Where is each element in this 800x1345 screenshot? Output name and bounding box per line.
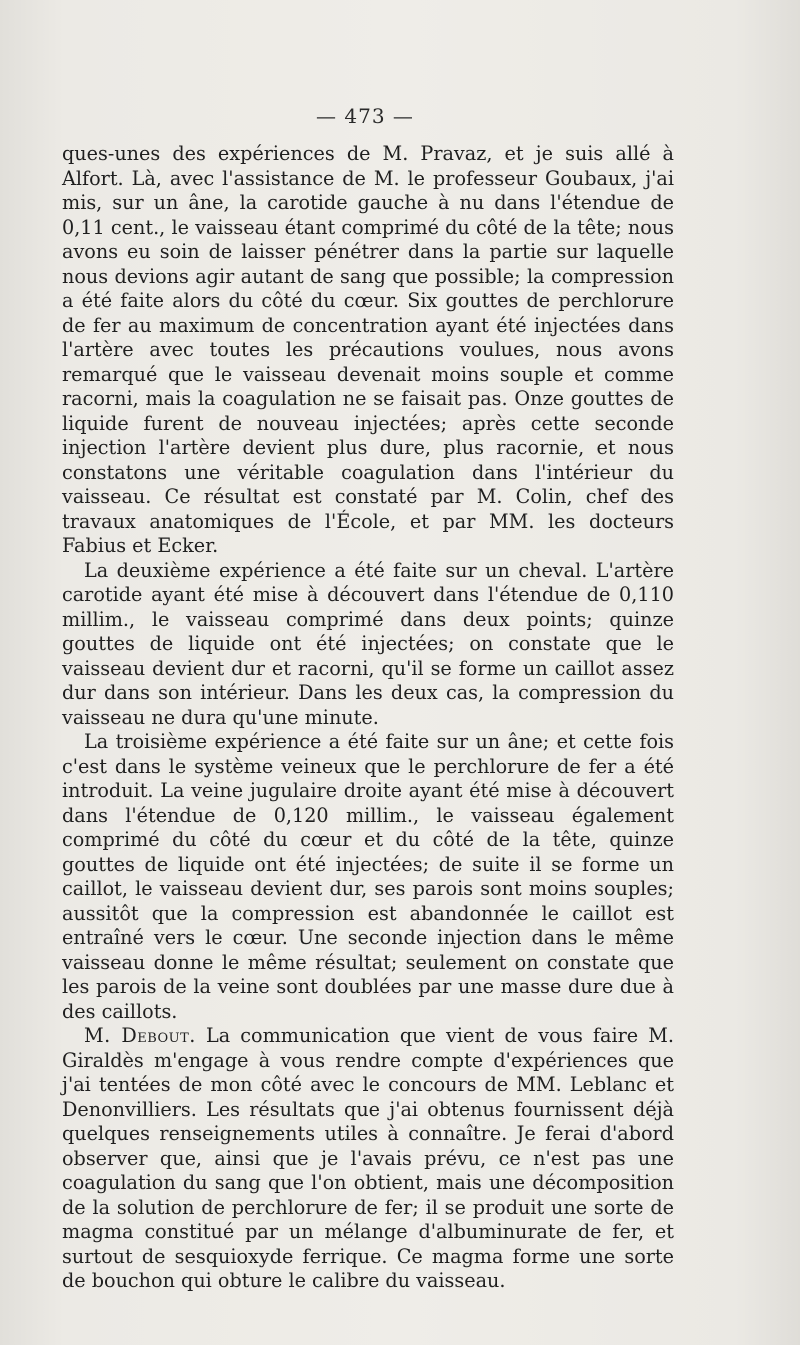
paragraph-1: ques-unes des expériences de M. Pravaz, et je suis allé à Alfort. Là, avec l'assistance de M. le professeur Goubaux, j'ai mis, sur un âne, la carotide gauche à nu dans l'étendue de 0,11 cent., le vaisseau étant comprimé du côté de la tête; nous avons eu soin de laisser pénétrer dans la partie sur laquelle nous devions agir autant de sang que possible; la compression a été faite alors du côté du cœur. Six gouttes de perchlorure de fer au maximum de concentration ayant été injectées dans l'artère avec toutes les précautions voulues, nous avons remarqué que le vaisseau devenait moins souple et comme racorni, mais la coagulation ne se faisait pas. Onze gouttes de liquide furent de nouveau injectées; après cette seconde injection l'artère devient plus dure, plus racornie, et nous constatons une véritable coagulation dans l'intérieur du vaisseau. Ce résultat est constaté par M. Colin, chef des travaux anatomiques de l'École, et par MM. les docteurs Fabius et Ecker. [62, 142, 674, 557]
body-text [62, 142, 674, 1294]
speaker-name: M. Debout. [84, 1024, 196, 1047]
page-number: — 473 — [316, 104, 414, 128]
paragraph-3: La troisième expérience a été faite sur un âne; et cette fois c'est dans le système veineux que le perchlorure de fer a été introduit. La veine jugulaire droite ayant été mise à découvert dans l'étendue de 0,120 millim., le vaisseau également comprimé du côté du cœur et du côté de la tête, quinze gouttes de liquide ont été injectées; de suite il se forme un caillot, le vaisseau devient dur, ses parois sont moins souples; aussitôt que la compression est abandonnée le caillot est entraîné vers le cœur. Une seconde injection dans le même vaisseau donne le même résultat; seulement on constate que les parois de la veine sont doublées par une masse dure due à des caillots. [62, 730, 674, 1023]
speech-paragraph [62, 1024, 674, 1294]
paragraph-2: La deuxième expérience a été faite sur un cheval. L'artère carotide ayant été mise à découvert dans l'étendue de 0,110 millim., le vaisseau comprimé dans deux points; quinze gouttes de liquide ont été injectées; on constate que le vaisseau devient dur et racorni, qu'il se forme un caillot assez dur dans son intérieur. Dans les deux cas, la compression du vaisseau ne dura qu'une minute. [62, 558, 674, 729]
speech-text: La communication que vient de vous faire M. Giraldès m'engage à vous rendre compte d'expériences que j'ai tentées de mon côté avec le concours de MM. Leblanc et Denonvilliers. Les résultats que j'ai obtenus fournissent déjà quelques renseignements utiles à connaître. Je ferai d'abord observer que, ainsi que je l'avais prévu, ce n'est pas une coagulation du sang que l'on obtient, mais une décomposition de la solution de perchlorure de fer; il se produit une sorte de magma constitué par un mélange d'albuminurate de fer, et surtout de sesquioxyde ferrique. Ce magma forme une sorte de bouchon qui obture le calibre du vaisseau. [62, 1024, 674, 1292]
